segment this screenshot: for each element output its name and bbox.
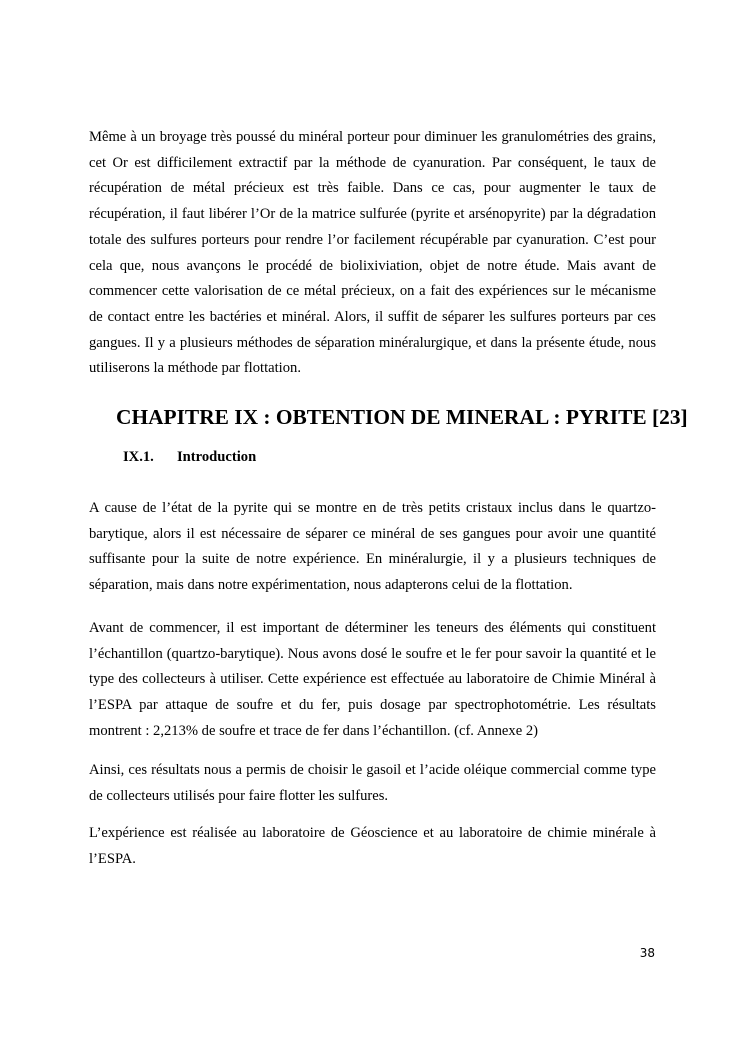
page-number: 38 [639, 946, 655, 960]
paragraph-sample-analysis: Avant de commencer, il est important de déterminer les teneurs des éléments qui constituent l’échantillon (quartzo-barytique). Nous avons dosé le soufre et le fer pour savoir la quantité et le type des collecteurs à utiliser. Cette expérience est effectuée au laboratoire de Chimie Minéral à l’ESPA par attaque de soufre et du fer, puis dosage par spectrophotométrie. Les résultats montrent : 2,213% de soufre et trace de fer dans l’échantillon. (cf. Annexe 2) [89, 620, 656, 739]
paragraph-intro: Même à un broyage très poussé du minéral porteur pour diminuer les granulométries des grains, cet Or est difficilement extractif par la méthode de cyanuration. Par conséquent, le taux de récupération de métal précieux est très faible. Dans ce cas, pour augmenter le taux de récupération, il faut libérer l’Or de la matrice sulfurée (pyrite et arsénopyrite) par la dégradation totale des sulfures porteurs pour rendre l’or facilement récupérable par cyanuration. C’est pour cela que, nous avançons le procédé de biolixiviation, objet de notre étude. Mais avant de commencer cette valorisation de ce métal précieux, on a fait des expériences sur le mécanisme de contact entre les bactéries et minéral. Alors, il suffit de séparer les sulfures porteurs par ces gangues. Il y a plusieurs méthodes de séparation minéralurgique, et dans la présente étude, nous utiliserons la méthode par flottation. [89, 129, 656, 377]
section-number: IX.1. [123, 449, 154, 465]
section-title: Introduction [177, 449, 257, 465]
paragraph-laboratory: L’expérience est réalisée au laboratoire de Géoscience et au laboratoire de chimie minérale à l’ESPA. [89, 825, 656, 867]
paragraph-collector-choice: Ainsi, ces résultats nous a permis de choisir le gasoil et l’acide oléique commercial comme type de collecteurs utilisés pour faire flotter les sulfures. [89, 762, 656, 804]
chapter-title: CHAPITRE IX : OBTENTION DE MINERAL : PYRITE [23] [116, 405, 688, 429]
paragraph-pyrite-separation: A cause de l’état de la pyrite qui se montre en de très petits cristaux inclus dans le quartzo-barytique, alors il est nécessaire de séparer ce minéral de ses gangues pour avoir une quantité suffisante pour la suite de notre expérience. En minéralurgie, il y a plusieurs techniques de séparation, mais dans notre expérimentation, nous adapterons celui de la flottation. [89, 500, 656, 594]
